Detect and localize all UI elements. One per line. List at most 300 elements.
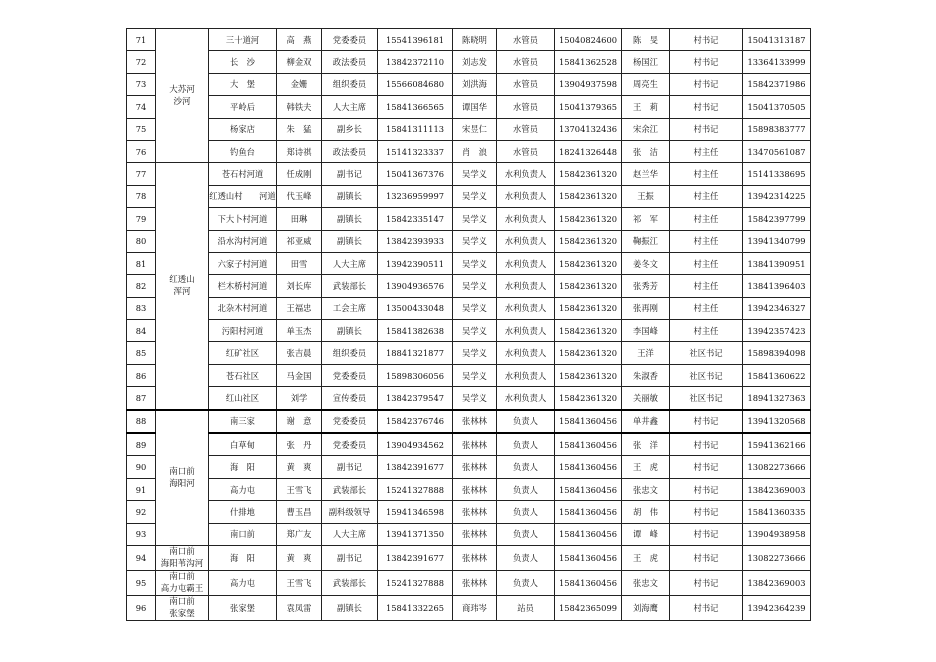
village-head-phone-cell: 13364133999 <box>743 51 811 73</box>
leader-name-cell: 袁凤雷 <box>277 595 322 620</box>
river-name-cell: 大苏河 沙河 <box>156 29 209 163</box>
staff-name-cell: 宋昱仁 <box>453 118 497 140</box>
leader-phone-cell: 13842391677 <box>378 456 453 478</box>
table-row <box>127 433 811 456</box>
village-head-name-cell: 张忠文 <box>622 478 670 500</box>
leader-title-cell: 武装部长 <box>322 478 378 500</box>
village-head-phone-cell: 13941340799 <box>743 230 811 252</box>
leader-phone-cell: 15842376746 <box>378 410 453 433</box>
leader-title-cell: 宣传委员 <box>322 387 378 410</box>
leader-phone-cell: 15566084680 <box>378 73 453 95</box>
leader-name-cell: 王雪飞 <box>277 570 322 595</box>
row-number: 88 <box>127 410 156 433</box>
village-head-phone-cell: 15141338695 <box>743 163 811 185</box>
leader-name-cell: 韩铁夫 <box>277 96 322 118</box>
staff-role-cell: 负责人 <box>497 410 555 433</box>
staff-phone-cell: 15841360456 <box>555 410 622 433</box>
table-row <box>127 387 811 410</box>
village-head-phone-cell: 13842369003 <box>743 570 811 595</box>
table-row <box>127 252 811 274</box>
row-number: 89 <box>127 433 156 456</box>
staff-role-cell: 水利负责人 <box>497 163 555 185</box>
row-number: 87 <box>127 387 156 410</box>
village-head-name-cell: 王 虎 <box>622 545 670 570</box>
staff-role-cell: 水利负责人 <box>497 252 555 274</box>
staff-name-cell: 肖 浪 <box>453 140 497 162</box>
row-number: 83 <box>127 297 156 319</box>
leader-name-cell: 田雪 <box>277 252 322 274</box>
table-row <box>127 523 811 545</box>
leader-name-cell: 刘长库 <box>277 275 322 297</box>
village-head-title-cell: 村书记 <box>670 595 743 620</box>
staff-phone-cell: 15841360456 <box>555 570 622 595</box>
leader-name-cell: 张吉晨 <box>277 342 322 364</box>
village-head-title-cell: 村书记 <box>670 501 743 523</box>
village-head-phone-cell: 15898383777 <box>743 118 811 140</box>
village-head-title-cell: 村主任 <box>670 185 743 207</box>
village-head-name-cell: 赵兰华 <box>622 163 670 185</box>
village-head-title-cell: 村书记 <box>670 545 743 570</box>
leader-title-cell: 副书记 <box>322 456 378 478</box>
table-row <box>127 595 811 620</box>
leader-phone-cell: 15841366565 <box>378 96 453 118</box>
village-head-name-cell: 王振 <box>622 185 670 207</box>
village-cell: 什排地 <box>209 501 277 523</box>
row-number: 90 <box>127 456 156 478</box>
leader-title-cell: 政法委员 <box>322 51 378 73</box>
village-head-title-cell: 社区书记 <box>670 342 743 364</box>
leader-name-cell: 马金国 <box>277 364 322 386</box>
staff-phone-cell: 15841360456 <box>555 523 622 545</box>
village-head-name-cell: 张 洁 <box>622 140 670 162</box>
village-head-title-cell: 村书记 <box>670 456 743 478</box>
village-head-title-cell: 村主任 <box>670 275 743 297</box>
river-name-cell: 南口前 海阳苇沟河 <box>156 545 209 570</box>
staff-phone-cell: 15841362528 <box>555 51 622 73</box>
leader-name-cell: 谢 意 <box>277 410 322 433</box>
village-head-name-cell: 胡 伟 <box>622 501 670 523</box>
village-cell: 海 阳 <box>209 545 277 570</box>
leader-name-cell: 王雪飞 <box>277 478 322 500</box>
staff-role-cell: 水管员 <box>497 29 555 51</box>
village-cell: 张家堡 <box>209 595 277 620</box>
staff-phone-cell: 15842361320 <box>555 185 622 207</box>
village-head-name-cell: 谭 峰 <box>622 523 670 545</box>
staff-role-cell: 负责人 <box>497 433 555 456</box>
staff-phone-cell: 15842361320 <box>555 342 622 364</box>
row-number: 79 <box>127 208 156 230</box>
table-row <box>127 456 811 478</box>
village-head-phone-cell: 13942364239 <box>743 595 811 620</box>
row-number: 85 <box>127 342 156 364</box>
leader-phone-cell: 15898306056 <box>378 364 453 386</box>
village-head-name-cell: 鞠振江 <box>622 230 670 252</box>
staff-role-cell: 水利负责人 <box>497 364 555 386</box>
village-head-phone-cell: 13470561087 <box>743 140 811 162</box>
staff-role-cell: 负责人 <box>497 456 555 478</box>
table-row <box>127 545 811 570</box>
row-number: 86 <box>127 364 156 386</box>
row-number: 92 <box>127 501 156 523</box>
staff-phone-cell: 15040824600 <box>555 29 622 51</box>
table-row <box>127 478 811 500</box>
row-number: 91 <box>127 478 156 500</box>
village-head-phone-cell: 18941327363 <box>743 387 811 410</box>
staff-name-cell: 张林林 <box>453 478 497 500</box>
leader-name-cell: 代玉峰 <box>277 185 322 207</box>
staff-name-cell: 刘洪海 <box>453 73 497 95</box>
row-number: 73 <box>127 73 156 95</box>
leader-title-cell: 人大主席 <box>322 96 378 118</box>
village-cell: 红山社区 <box>209 387 277 410</box>
village-head-phone-cell: 13904938958 <box>743 523 811 545</box>
table-row <box>127 73 811 95</box>
leader-name-cell: 金姗 <box>277 73 322 95</box>
staff-phone-cell: 13704132436 <box>555 118 622 140</box>
village-head-phone-cell: 15841360335 <box>743 501 811 523</box>
table-row <box>127 118 811 140</box>
village-cell: 下大卜村河道 <box>209 208 277 230</box>
staff-name-cell: 吴学义 <box>453 364 497 386</box>
village-cell: 海 阳 <box>209 456 277 478</box>
leader-name-cell: 曹玉昌 <box>277 501 322 523</box>
village-cell: 钓鱼台 <box>209 140 277 162</box>
leader-phone-cell: 15141323337 <box>378 140 453 162</box>
leader-phone-cell: 13842372110 <box>378 51 453 73</box>
village-head-title-cell: 村书记 <box>670 51 743 73</box>
table-row <box>127 275 811 297</box>
village-head-name-cell: 关丽敏 <box>622 387 670 410</box>
village-head-phone-cell: 13942346327 <box>743 297 811 319</box>
staff-phone-cell: 13904937598 <box>555 73 622 95</box>
staff-phone-cell: 15842365099 <box>555 595 622 620</box>
staff-name-cell: 张林林 <box>453 410 497 433</box>
village-head-title-cell: 村书记 <box>670 118 743 140</box>
village-head-name-cell: 宋余江 <box>622 118 670 140</box>
leader-phone-cell: 15941346598 <box>378 501 453 523</box>
staff-phone-cell: 15841360456 <box>555 433 622 456</box>
row-number: 95 <box>127 570 156 595</box>
staff-role-cell: 站员 <box>497 595 555 620</box>
village-head-phone-cell: 13841396403 <box>743 275 811 297</box>
staff-phone-cell: 15842361320 <box>555 163 622 185</box>
row-number: 75 <box>127 118 156 140</box>
leader-title-cell: 副书记 <box>322 163 378 185</box>
village-head-name-cell: 张忠文 <box>622 570 670 595</box>
leader-phone-cell: 18841321877 <box>378 342 453 364</box>
leader-phone-cell: 13904934562 <box>378 433 453 456</box>
staff-phone-cell: 15842361320 <box>555 275 622 297</box>
row-number: 81 <box>127 252 156 274</box>
staff-name-cell: 刘志发 <box>453 51 497 73</box>
leader-phone-cell: 15241327888 <box>378 478 453 500</box>
village-head-name-cell: 杨国江 <box>622 51 670 73</box>
village-cell: 长 沙 <box>209 51 277 73</box>
village-head-phone-cell: 15041313187 <box>743 29 811 51</box>
table-row <box>127 410 811 433</box>
village-head-name-cell: 朱淑香 <box>622 364 670 386</box>
staff-name-cell: 张林林 <box>453 545 497 570</box>
village-cell: 高力屯 <box>209 478 277 500</box>
river-name-cell: 红透山 浑河 <box>156 163 209 410</box>
leader-phone-cell: 13842379547 <box>378 387 453 410</box>
village-head-title-cell: 村主任 <box>670 320 743 342</box>
table-row <box>127 297 811 319</box>
village-head-title-cell: 社区书记 <box>670 387 743 410</box>
leader-title-cell: 组织委员 <box>322 73 378 95</box>
leader-phone-cell: 15841332265 <box>378 595 453 620</box>
village-cell: 苍石社区 <box>209 364 277 386</box>
staff-phone-cell: 15841360456 <box>555 478 622 500</box>
village-cell: 大 堡 <box>209 73 277 95</box>
village-head-title-cell: 村书记 <box>670 523 743 545</box>
row-number: 71 <box>127 29 156 51</box>
staff-role-cell: 水利负责人 <box>497 208 555 230</box>
staff-name-cell: 吴学义 <box>453 230 497 252</box>
village-head-phone-cell: 13941320568 <box>743 410 811 433</box>
village-head-name-cell: 李国峰 <box>622 320 670 342</box>
row-number: 80 <box>127 230 156 252</box>
row-number: 93 <box>127 523 156 545</box>
village-cell: 苍石村河道 <box>209 163 277 185</box>
staff-phone-cell: 15842361320 <box>555 364 622 386</box>
table-row <box>127 163 811 185</box>
table-row <box>127 230 811 252</box>
staff-role-cell: 水利负责人 <box>497 230 555 252</box>
leader-phone-cell: 15841311113 <box>378 118 453 140</box>
village-head-name-cell: 张秀芳 <box>622 275 670 297</box>
staff-name-cell: 吴学义 <box>453 252 497 274</box>
leader-phone-cell: 13500433048 <box>378 297 453 319</box>
village-head-name-cell: 张 洋 <box>622 433 670 456</box>
leader-name-cell: 柳金双 <box>277 51 322 73</box>
staff-phone-cell: 15041379365 <box>555 96 622 118</box>
river-name-cell: 南口前 高力屯霸王 <box>156 570 209 595</box>
leader-name-cell: 高 燕 <box>277 29 322 51</box>
staff-name-cell: 吴学义 <box>453 185 497 207</box>
staff-role-cell: 水利负责人 <box>497 342 555 364</box>
staff-phone-cell: 15841360456 <box>555 501 622 523</box>
staff-role-cell: 负责人 <box>497 545 555 570</box>
leader-name-cell: 黄 爽 <box>277 456 322 478</box>
village-head-name-cell: 刘海鹰 <box>622 595 670 620</box>
village-head-title-cell: 村书记 <box>670 433 743 456</box>
village-head-phone-cell: 15898394098 <box>743 342 811 364</box>
river-name-cell: 南口前 张家堡 <box>156 595 209 620</box>
staff-phone-cell: 15842361320 <box>555 387 622 410</box>
village-head-title-cell: 村书记 <box>670 73 743 95</box>
staff-role-cell: 水管员 <box>497 96 555 118</box>
table-row <box>127 342 811 364</box>
leader-title-cell: 副镇长 <box>322 208 378 230</box>
village-head-title-cell: 社区书记 <box>670 364 743 386</box>
village-head-name-cell: 单井鑫 <box>622 410 670 433</box>
leader-phone-cell: 15841382638 <box>378 320 453 342</box>
village-head-name-cell: 祁 军 <box>622 208 670 230</box>
staff-phone-cell: 15842361320 <box>555 208 622 230</box>
table-row <box>127 29 811 51</box>
leader-title-cell: 武装部长 <box>322 275 378 297</box>
leader-title-cell: 人大主席 <box>322 252 378 274</box>
row-number: 76 <box>127 140 156 162</box>
leader-title-cell: 副镇长 <box>322 230 378 252</box>
staff-name-cell: 吴学义 <box>453 275 497 297</box>
table-row <box>127 208 811 230</box>
table-row <box>127 96 811 118</box>
leader-phone-cell: 13941371350 <box>378 523 453 545</box>
row-number: 94 <box>127 545 156 570</box>
leader-name-cell: 单玉杰 <box>277 320 322 342</box>
staff-phone-cell: 15842361320 <box>555 252 622 274</box>
staff-role-cell: 水利负责人 <box>497 297 555 319</box>
row-number: 74 <box>127 96 156 118</box>
staff-role-cell: 水利负责人 <box>497 275 555 297</box>
river-name-cell: 南口前 海阳河 <box>156 410 209 546</box>
staff-role-cell: 水管员 <box>497 118 555 140</box>
village-head-title-cell: 村主任 <box>670 140 743 162</box>
row-number: 72 <box>127 51 156 73</box>
village-cell: 三十道河 <box>209 29 277 51</box>
village-head-title-cell: 村书记 <box>670 29 743 51</box>
leader-title-cell: 副科级领导 <box>322 501 378 523</box>
village-cell: 沿水沟村河道 <box>209 230 277 252</box>
row-number: 77 <box>127 163 156 185</box>
village-head-phone-cell: 13942314225 <box>743 185 811 207</box>
village-cell: 红矿社区 <box>209 342 277 364</box>
leader-phone-cell: 13904936576 <box>378 275 453 297</box>
staff-name-cell: 吴学义 <box>453 208 497 230</box>
staff-name-cell: 陈晓明 <box>453 29 497 51</box>
leader-phone-cell: 15541396181 <box>378 29 453 51</box>
table-row <box>127 185 811 207</box>
leader-name-cell: 王福忠 <box>277 297 322 319</box>
leader-name-cell: 朱 猛 <box>277 118 322 140</box>
leader-name-cell: 祁亚威 <box>277 230 322 252</box>
leader-name-cell: 刘学 <box>277 387 322 410</box>
staff-name-cell: 张林林 <box>453 523 497 545</box>
village-head-phone-cell: 13082273666 <box>743 545 811 570</box>
leader-phone-cell: 15842335147 <box>378 208 453 230</box>
leader-phone-cell: 13842391677 <box>378 545 453 570</box>
leader-title-cell: 人大主席 <box>322 523 378 545</box>
staff-name-cell: 张林林 <box>453 456 497 478</box>
village-head-name-cell: 王洋 <box>622 342 670 364</box>
village-head-title-cell: 村主任 <box>670 230 743 252</box>
village-cell: 红透山村 河道 <box>209 185 277 207</box>
leader-name-cell: 田琳 <box>277 208 322 230</box>
leader-title-cell: 党委委员 <box>322 410 378 433</box>
village-cell: 栏木桥村河道 <box>209 275 277 297</box>
village-cell: 南三家 <box>209 410 277 433</box>
staff-role-cell: 水利负责人 <box>497 185 555 207</box>
leader-title-cell: 党委委员 <box>322 364 378 386</box>
leader-title-cell: 党委委员 <box>322 433 378 456</box>
staff-role-cell: 负责人 <box>497 523 555 545</box>
leader-title-cell: 副镇长 <box>322 595 378 620</box>
leader-phone-cell: 15241327888 <box>378 570 453 595</box>
row-number: 96 <box>127 595 156 620</box>
table-row <box>127 320 811 342</box>
leader-phone-cell: 13942390511 <box>378 252 453 274</box>
staff-name-cell: 张林林 <box>453 570 497 595</box>
village-head-title-cell: 村书记 <box>670 96 743 118</box>
leader-title-cell: 工会主席 <box>322 297 378 319</box>
staff-phone-cell: 15842361320 <box>555 230 622 252</box>
leader-phone-cell: 13236959997 <box>378 185 453 207</box>
village-head-phone-cell: 15842371986 <box>743 73 811 95</box>
staff-role-cell: 水利负责人 <box>497 320 555 342</box>
leader-title-cell: 副镇长 <box>322 320 378 342</box>
staff-name-cell: 张林林 <box>453 433 497 456</box>
row-number: 82 <box>127 275 156 297</box>
village-cell: 北杂木村河道 <box>209 297 277 319</box>
village-cell: 六家子村河道 <box>209 252 277 274</box>
staff-role-cell: 负责人 <box>497 570 555 595</box>
village-head-phone-cell: 13942357423 <box>743 320 811 342</box>
table-row <box>127 501 811 523</box>
village-head-name-cell: 王 虎 <box>622 456 670 478</box>
staff-phone-cell: 15842361320 <box>555 297 622 319</box>
village-head-title-cell: 村书记 <box>670 478 743 500</box>
table-row <box>127 570 811 595</box>
village-cell: 南口前 <box>209 523 277 545</box>
village-head-phone-cell: 13082273666 <box>743 456 811 478</box>
village-head-name-cell: 陈 旻 <box>622 29 670 51</box>
leader-name-cell: 郑诗祺 <box>277 140 322 162</box>
village-head-phone-cell: 15842397799 <box>743 208 811 230</box>
leader-name-cell: 黄 爽 <box>277 545 322 570</box>
village-head-title-cell: 村书记 <box>670 410 743 433</box>
village-head-phone-cell: 15041370505 <box>743 96 811 118</box>
village-head-name-cell: 周亮生 <box>622 73 670 95</box>
village-head-title-cell: 村主任 <box>670 252 743 274</box>
staff-role-cell: 负责人 <box>497 501 555 523</box>
staff-name-cell: 吴学义 <box>453 320 497 342</box>
table-row <box>127 140 811 162</box>
leader-title-cell: 武装部长 <box>322 570 378 595</box>
leader-name-cell: 张 丹 <box>277 433 322 456</box>
staff-role-cell: 水管员 <box>497 73 555 95</box>
leader-title-cell: 政法委员 <box>322 140 378 162</box>
village-head-name-cell: 张再刚 <box>622 297 670 319</box>
staff-name-cell: 吴学义 <box>453 163 497 185</box>
row-number: 78 <box>127 185 156 207</box>
village-head-phone-cell: 13841390951 <box>743 252 811 274</box>
staff-name-cell: 谭国华 <box>453 96 497 118</box>
staff-phone-cell: 15842361320 <box>555 320 622 342</box>
row-number: 84 <box>127 320 156 342</box>
village-cell: 高力屯 <box>209 570 277 595</box>
staff-name-cell: 张林林 <box>453 501 497 523</box>
village-cell: 杨家店 <box>209 118 277 140</box>
village-head-phone-cell: 15841360622 <box>743 364 811 386</box>
staff-phone-cell: 15841360456 <box>555 456 622 478</box>
staff-phone-cell: 18241326448 <box>555 140 622 162</box>
leader-title-cell: 副镇长 <box>322 185 378 207</box>
village-head-title-cell: 村主任 <box>670 208 743 230</box>
staff-role-cell: 负责人 <box>497 478 555 500</box>
leader-title-cell: 组织委员 <box>322 342 378 364</box>
leader-phone-cell: 13842393933 <box>378 230 453 252</box>
staff-role-cell: 水管员 <box>497 140 555 162</box>
village-head-phone-cell: 13842369003 <box>743 478 811 500</box>
village-head-title-cell: 村主任 <box>670 163 743 185</box>
staff-role-cell: 水利负责人 <box>497 387 555 410</box>
leader-name-cell: 郑广友 <box>277 523 322 545</box>
table-row <box>127 364 811 386</box>
staff-name-cell: 商玮岑 <box>453 595 497 620</box>
staff-name-cell: 吴学义 <box>453 297 497 319</box>
